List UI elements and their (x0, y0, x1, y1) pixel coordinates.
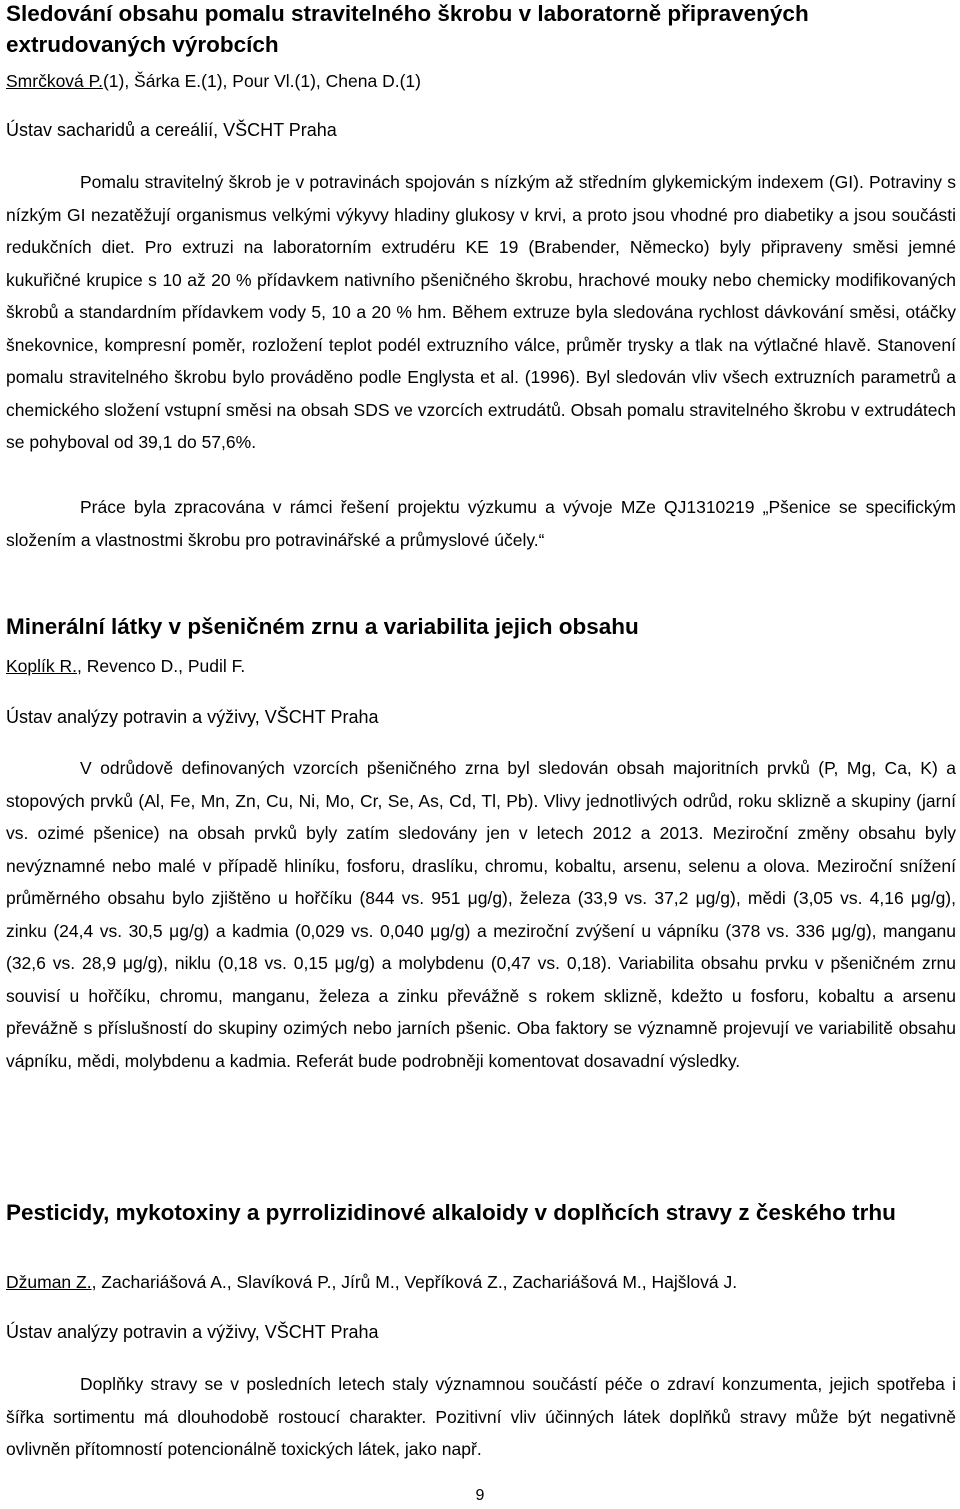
section2-authors (6, 655, 956, 677)
section2-author-main: Koplík R. (6, 656, 77, 676)
section3-paragraph: Doplňky stravy se v posledních letech staly významnou součástí péče o zdraví konzumenta, jejich spotřeba i šířka sortimentu má dlouhodobě rostoucí charakter. Pozitivní vliv účinných látek doplňků stravy může být negativně ovlivněn přítomností potencionálně toxických látek, jako např. (6, 1374, 956, 1459)
section3-title: Pesticidy, mykotoxiny a pyrrolizidinové alkaloidy v doplňcích stravy z českého trhu (6, 1200, 896, 1225)
section2-paragraph: V odrůdově definovaných vzorcích pšeničného zrna byl sledován obsah majoritních prvků (P, Mg, Ca, K) a stopových prvků (Al, Fe, Mn, Zn, Cu, Ni, Mo, Cr, Se, As, Cd, Tl, Pb). Vlivy jednotlivých odrůd, roku sklizně a skupiny (jarní vs. ozimé pšenice) na obsah prvků byly zatím sledovány jen v letech 2012 a 2013. Meziroční změny obsahu byly nevýznamné nebo malé v případě hliníku, fosforu, draslíku, chromu, kobaltu, arsenu, selenu a olova. Meziroční snížení průměrného obsahu bylo zjištěno u hořčíku (844 vs. 951 μg/g), železa (33,9 vs. 37,2 μg/g), mědi (3,05 vs. 4,16 μg/g), zinku (24,4 vs. 30,5 μg/g) a kadmia (0,029 vs. 0,040 μg/g) a meziroční zvýšení u vápníku (378 vs. 336 μg/g), manganu (32,6 vs. 28,9 μg/g), niklu (0,18 vs. 0,15 μg/g) a molybdenu (0,47 vs. 0,18). Variabilita obsahu prvku v pšeničném zrnu souvisí u hořčíku, chromu, manganu, železa a zinku převážně s rokem sklizně, kdežto u fosforu, kobaltu a arsenu převážně s příslušností do skupiny ozimých nebo jarních pšenic. Oba faktory se významně projevují ve variabilitě obsahu vápníku, mědi, molybdenu a kadmia. Referát bude podrobněji komentovat dosavadní výsledky. (6, 758, 956, 1071)
section2-title: Minerální látky v pšeničném zrnu a variabilita jejich obsahu (6, 614, 639, 639)
section1-author-main: Smrčková P. (6, 71, 103, 91)
section3-authors-rest: , Zachariášová A., Slavíková P., Jírů M., Vepříková Z., Zachariášová M., Hajšlová J. (91, 1272, 738, 1292)
section1-authors-rest: (1), Šárka E.(1), Pour Vl.(1), Chena D.(1) (102, 71, 421, 91)
section1-institution: Ústav sacharidů a cereálií, VŠCHT Praha (6, 120, 337, 140)
page-number: 9 (475, 1487, 485, 1504)
section3-institution: Ústav analýzy potravin a výživy, VŠCHT Praha (6, 1322, 379, 1342)
section3-authors (6, 1271, 956, 1293)
section1-paragraph-2: Práce byla zpracována v rámci řešení projektu výzkumu a vývoje MZe QJ1310219 „Pšenice se specifickým složením a vlastnostmi škrobu pro potravinářské a průmyslové účely.“ (6, 497, 956, 550)
section2-institution: Ústav analýzy potravin a výživy, VŠCHT Praha (6, 707, 379, 727)
section1-paragraph-1: Pomalu stravitelný škrob je v potravinách spojován s nízkým až středním glykemickým indexem (GI). Potraviny s nízkým GI nezatěžují organismus velkými výkyvy hladiny glukosy v krvi, a proto jsou vhodné pro diabetiky a jsou součásti redukčních diet. Pro extruzi na laboratorním extrudéru KE 19 (Brabender, Německo) byly připraveny směsi jemné kukuřičné krupice s 10 až 20 % přídavkem nativního pšeničného škrobu, hrachové mouky nebo chemicky modifikovaných škrobů a standardním přídavkem vody 5, 10 a 20 % hm. Během extruze byla sledována rychlost dávkování směsi, otáčky šnekovnice, kompresní poměr, rozložení teplot podél extruzního válce, průměr trysky a tlak na výtlačné hlavě. Stanovení pomalu stravitelného škrobu bylo prováděno podle Englysta et al. (1996). Byl sledován vliv všech extruzních parametrů a chemického složení vstupní směsi na obsah SDS ve vzorcích extrudátů. Obsah pomalu stravitelného škrobu v extrudátech se pohyboval od 39,1 do 57,6%. (6, 172, 956, 452)
section1-authors (6, 70, 956, 92)
section1-title: Sledování obsahu pomalu stravitelného škrobu v laboratorně připravených extrudovaných výrobcích (6, 1, 809, 57)
section2-authors-rest: , Revenco D., Pudil F. (77, 656, 246, 676)
section3-author-main: Džuman Z. (6, 1272, 92, 1292)
